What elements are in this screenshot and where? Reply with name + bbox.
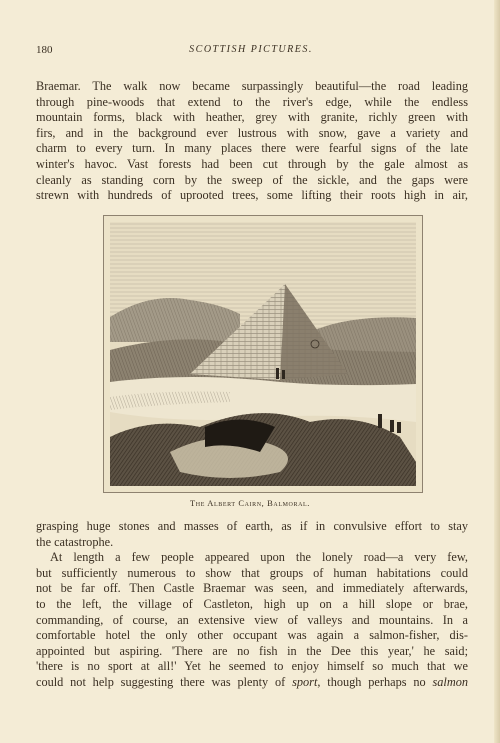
page-edge — [494, 0, 500, 743]
text-line: to the left, the village of Castleton, high up on a hill slope or brae, — [36, 596, 468, 611]
engraving-illustration — [110, 222, 416, 486]
text-line: winter's havoc. Vast forests had been cut through by the gale almost as — [36, 156, 468, 171]
italic-word-sport: sport — [292, 674, 318, 689]
text-line: cleanly as standing corn by the sweep of the sickle, and the gaps were — [36, 172, 468, 187]
text-line: grasping huge stones and masses of earth, as if in convulsive effort to stay — [36, 519, 468, 533]
text-line: commanding, of course, an extensive view of valleys and mountains. In a — [36, 612, 468, 627]
caption-text: The Albert Cairn, Balmoral. — [190, 498, 310, 508]
running-head: SCOTTISH PICTURES. — [189, 44, 313, 55]
text-line: comfortable hotel the only other occupant was again a salmon-fisher, dis- — [36, 628, 468, 643]
text-line: At length a few people appeared upon the lonely road—a very few, — [50, 550, 468, 565]
text-line: through pine-woods that extend to the river's edge, while the endless — [36, 94, 468, 109]
text-fragment: , though perhaps no — [317, 674, 433, 689]
text-line: not be far off. Then Castle Braemar was seen, and immediately afterwards, — [36, 581, 468, 596]
text-line: strewn with hundreds of uprooted trees, some lifting their roots high in air, — [36, 188, 468, 203]
page-number: 180 — [36, 44, 53, 56]
text-line: appointed but aspiring. 'There are no fish in the Dee this year,' he said; — [36, 643, 468, 658]
text-line: the catastrophe. — [36, 534, 114, 549]
paragraph-before-figure — [36, 79, 468, 204]
text-line: mountain forms, black with heather, grey with granite, richly green with — [36, 110, 468, 125]
text-line: firs, and in the background ever lustrous with snow, gave a variety and — [36, 125, 468, 140]
engraving-albert-cairn — [103, 215, 423, 493]
italic-word-salmon: salmon — [432, 674, 468, 689]
text-line: 'there is no sport at all!' Yet he seemed to enjoy himself so much that we — [36, 659, 468, 674]
text-line: Braemar. The walk now became surpassingly beautiful—the road leading — [36, 79, 468, 93]
figure-caption — [0, 498, 500, 508]
text-line: but sufficiently numerous to show that groups of human habitations could — [36, 565, 468, 580]
page-header — [36, 44, 466, 60]
text-line-final — [36, 675, 468, 691]
paragraph-after-figure — [36, 519, 468, 691]
text-line: charm to every turn. In many places there were fearful signs of the late — [36, 141, 468, 156]
text-fragment: could not help suggesting there was plenty of — [36, 674, 293, 689]
